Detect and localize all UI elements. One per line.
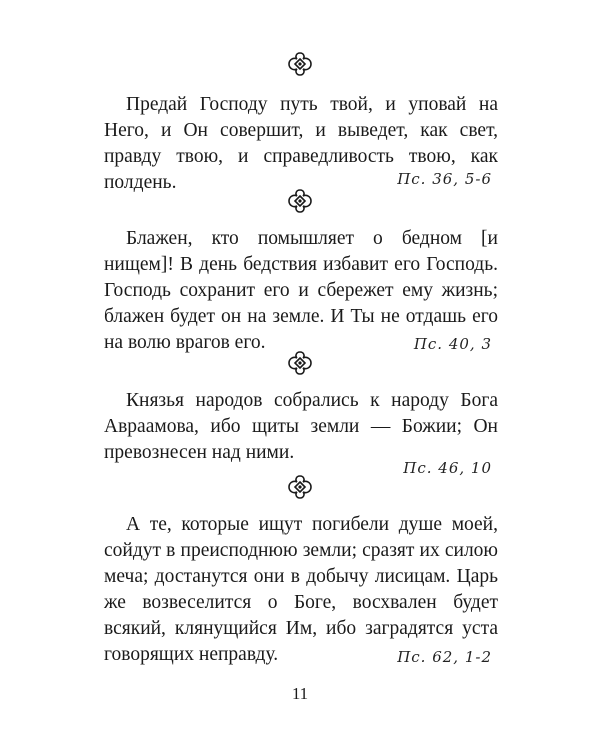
page-number: 11	[291, 684, 309, 703]
ornament-icon	[287, 350, 313, 376]
verse-reference: Пс. 46, 10	[403, 459, 492, 477]
verse-text: Блажен, кто помышляет о бедном [и нищем]! В день бедствия избавит его Господь. Господь сохранит его и сбережет ему жизнь; блажен будет он на земле. И Ты не отдашь его на волю врагов его.	[104, 228, 498, 353]
ornament-icon	[287, 51, 313, 77]
verse-text: Предай Господу путь твой, и уповай на Него, и Он совершит, и выведет, как свет, правду твою, и справедливость твою, как полдень.	[104, 94, 498, 193]
verse-text: А те, которые ищут погибели душе моей, сойдут в преисподнюю земли; сразят их силою меча; достанутся они в добычу лисицам. Царь же возвеселится о Боге, восхвален будет всякий, клянущийся Им, ибо заградятся уста говорящих неправду.	[104, 514, 498, 665]
ornament-icon	[287, 188, 313, 214]
verse-reference: Пс. 62, 1-2	[397, 648, 492, 666]
verse-reference: Пс. 36, 5-6	[397, 170, 492, 188]
verse-reference: Пс. 40, 3	[413, 335, 492, 353]
verse-text: Князья народов собрались к народу Бога Авраамова, ибо щиты земли — Божии; Он превознесен над ними.	[104, 390, 498, 463]
ornament-icon	[287, 474, 313, 500]
